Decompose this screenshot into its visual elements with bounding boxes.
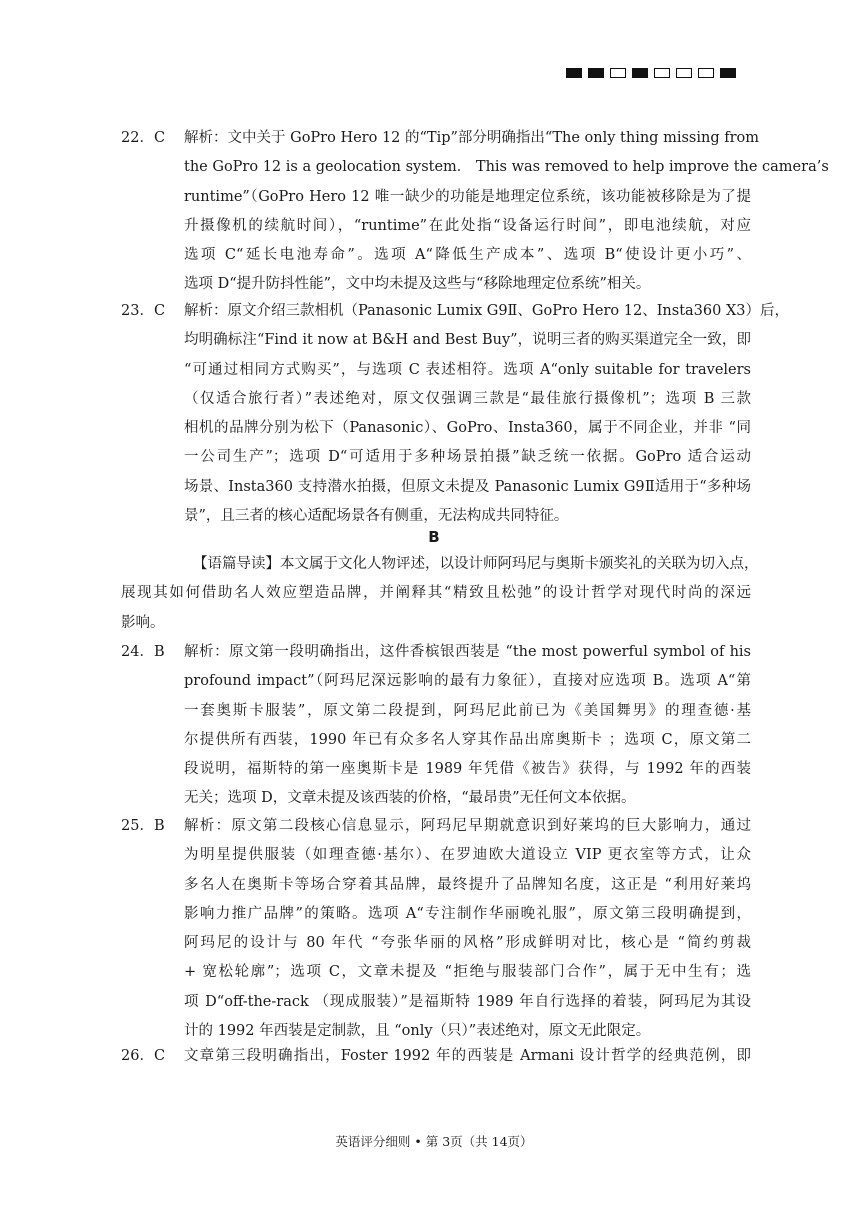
text-line: 场景、Insta360 支持潜水拍摄，但原文未提及 Panasonic Lumix G9Ⅱ适用于“多种场 [184, 478, 751, 495]
text-line: 影响。 [121, 614, 165, 631]
empty-square-mark [654, 68, 670, 78]
item-number: 22．C [121, 130, 166, 146]
text-line: 项 D“off-the-rack （现成服装）”是福斯特 1989 年自行选择的着装，阿玛尼为其设 [184, 993, 751, 1010]
text-line: 一套奥斯卡服装”，原文第二段提到，阿玛尼此前已为《美国舞男》的理查德·基 [184, 702, 751, 719]
filled-square-mark [720, 68, 736, 78]
page-marks [566, 68, 736, 78]
item-number: 26．C [121, 1048, 166, 1064]
text-line: 多名人在奥斯卡等场合穿着其品牌，最终提升了品牌知名度，这正是 “利用好莱坞 [184, 876, 751, 893]
filled-square-mark [566, 68, 582, 78]
text-line: 文章第三段明确指出，Foster 1992 年的西装是 Armani 设计哲学的经典范例，即 [184, 1048, 751, 1064]
empty-square-mark [698, 68, 714, 78]
text-line: 阿玛尼的设计与 80 年代 “夸张华丽的风格”形成鲜明对比，核心是 “简约剪裁 [184, 935, 751, 952]
text-line: 为明星提供服装（如理查德·基尔）、在罗迪欧大道设立 VIP 更衣室等方式，让众 [184, 847, 751, 864]
text-line: 解析：原文第二段核心信息显示，阿玛尼早期就意识到好莱坞的巨大影响力，通过 [184, 818, 751, 834]
item-number: 25．B [121, 818, 165, 834]
filled-square-mark [632, 68, 648, 78]
item-number: 23．C [121, 303, 166, 319]
empty-square-mark [610, 68, 626, 78]
text-line: 解析：文中关于 GoPro Hero 12 的“Tip”部分明确指出“The only thing missing from [184, 130, 759, 146]
text-line: 均明确标注“Find it now at B&H and Best Buy”，说明三者的购买渠道完全一致，即 [184, 332, 751, 349]
text-line: 选项 D“提升防抖性能”，文中均未提及这些与“移除地理定位系统”相关。 [184, 276, 651, 293]
item-number: 24．B [121, 644, 165, 660]
item-explanation [184, 812, 751, 1046]
text-line: 段说明，福斯特的第一座奥斯卡是 1989 年凭借《被告》获得，与 1992 年的西装 [184, 761, 751, 778]
page-footer: 英语评分细则 • 第 3页（共 14页） [335, 1134, 533, 1149]
text-line: profound impact”（阿玛尼深远影响的最有力象征），直接对应选项 B。选项 A“第 [184, 673, 751, 690]
text-line: 一公司生产”；选项 D“可适用于多种场景拍摄”缺乏统一依据。GoPro 适合运动 [184, 449, 751, 466]
text-line: + 宽松轮廓”；选项 C，文章未提及 “拒绝与服装部门合作”，属于无中生有；选 [184, 964, 751, 981]
filled-square-mark [588, 68, 604, 78]
passage-intro [121, 550, 759, 638]
text-line: 升摄像机的续航时间），“runtime”在此处指“设备运行时间”，即电池续航，对应 [184, 217, 751, 234]
section-heading: B [428, 528, 440, 546]
empty-square-mark [676, 68, 692, 78]
text-line: the GoPro 12 is a geolocation system． This was removed to help improve the camera’s [184, 159, 829, 176]
text-line: 无关；选项 D，文章未提及该西装的价格，“最昂贵”无任何文本依据。 [184, 790, 636, 807]
item-explanation [184, 297, 790, 531]
text-line: 解析：原文介绍三款相机（Panasonic Lumix G9Ⅱ、GoPro Hero 12、Insta360 X3）后， [184, 303, 790, 319]
text-line: 景”，且三者的核心适配场景各有侧重，无法构成共同特征。 [184, 508, 569, 525]
text-line: 尔提供所有西装，1990 年已有众多名人穿其作品出席奥斯卡 ；选项 C，原文第二 [184, 731, 751, 748]
text-line: runtime”（GoPro Hero 12 唯一缺少的功能是地理定位系统，该功能被移除是为了提 [184, 188, 751, 205]
text-line: 相机的品牌分别为松下（Panasonic）、GoPro、Insta360，属于不同企业，并非 “同 [184, 420, 751, 437]
text-line: 选项 C“延长电池寿命”。选项 A“降低生产成本”、选项 B“使设计更小巧”、 [184, 247, 751, 264]
text-line: “可通过相同方式购买”，与选项 C 表述相符。选项 A“only suitable for travelers [184, 361, 751, 378]
text-line: （仅适合旅行者）”表述绝对，原文仅强调三款是“最佳旅行摄像机”；选项 B 三款 [184, 390, 751, 407]
item-explanation [184, 638, 751, 814]
text-line: 【语篇导读】本文属于文化人物评述，以设计师阿玛尼与奥斯卡颁奖礼的关联为切入点， [193, 556, 759, 572]
text-line: 展现其如何借助名人效应塑造品牌，并阐释其“精致且松弛”的设计哲学对现代时尚的深远 [121, 585, 751, 602]
text-line: 解析：原文第一段明确指出，这件香槟银西装是 “the most powerful symbol of his [184, 644, 751, 660]
item-explanation [184, 124, 829, 300]
item-explanation [184, 1042, 751, 1071]
text-line: 影响力推广品牌”的策略。选项 A“专注制作华丽晚礼服”，原文第三段明确提到， [184, 905, 751, 922]
text-line: 计的 1992 年西装是定制款，且 “only（只）”表述绝对，原文无此限定。 [184, 1023, 651, 1040]
